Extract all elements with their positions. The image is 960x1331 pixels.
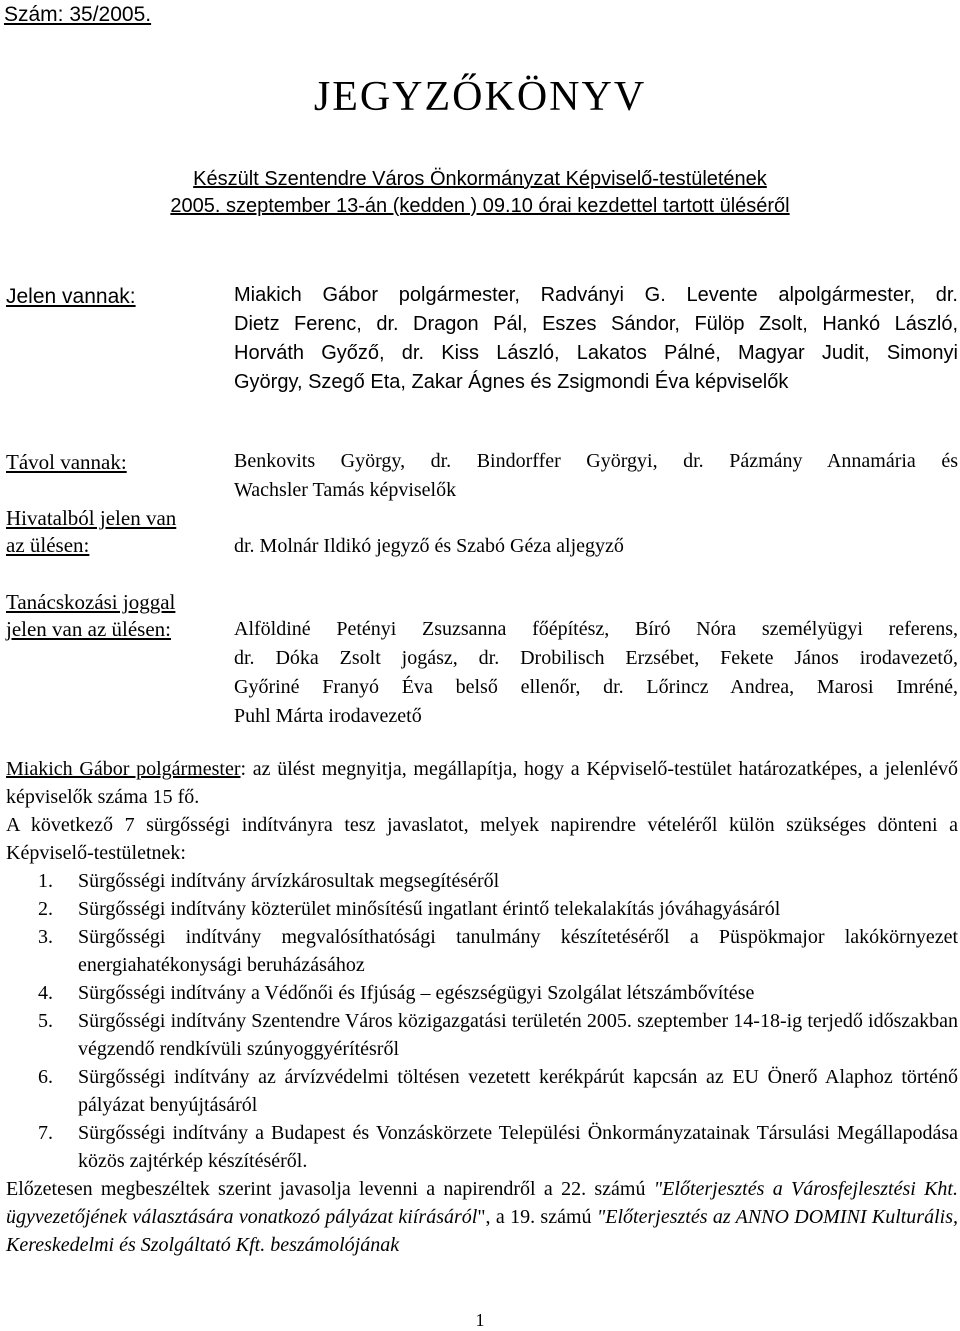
subtitle-line-2: 2005. szeptember 13-án (kedden ) 09.10 órai kezdettel tartott üléséről [170, 195, 790, 217]
speaker-colon: : [240, 758, 247, 780]
present-line: Horváth Győző, dr. Kiss László, Lakatos Pálné, Magyar Judit, Simonyi [234, 342, 958, 364]
present-line: Dietz Ferenc, dr. Dragon Pál, Eszes Sándor, Fülöp Zsolt, Hankó László, [234, 313, 958, 335]
official-label [6, 505, 231, 559]
advisory-label [6, 589, 231, 643]
opening-paragraph [6, 755, 958, 811]
list-item-number: 4. [38, 982, 53, 1004]
present-line: Miakich Gábor polgármester, Radványi G. Levente alpolgármester, dr. [234, 284, 958, 306]
closing-quote-2: "Előterjesztés az ANNO DOMINI Kulturális, Kereskedelmi és Szolgáltató Kft. beszámolójának [6, 1206, 958, 1256]
advisory-list [234, 615, 958, 731]
list-item [6, 867, 958, 895]
list-item-number: 1. [38, 870, 53, 892]
list-item [6, 979, 958, 1007]
list-item [6, 1063, 958, 1119]
list-item-text: Sürgősségi indítvány árvízkárosultak megsegítéséről [78, 870, 500, 892]
subtitle-line-1: Készült Szentendre Város Önkormányzat Képviselő-testületének [193, 168, 767, 190]
list-item-text: Sürgősségi indítvány a Budapest és Vonzáskörzete Települési Önkormányzatainak Társulási Megállapodása közös zajtérkép készítéséről. [78, 1122, 958, 1172]
official-line: dr. Molnár Ildikó jegyző és Szabó Géza aljegyző [234, 535, 624, 557]
list-item-text: Sürgősségi indítvány Szentendre Város közigazgatási területén 2005. szeptember 14-18-ig terjedő időszakban végzendő rendkívüli szúnyoggyérítésről [78, 1010, 958, 1060]
present-line: György, Szegő Eta, Zakar Ágnes és Zsigmondi Éva képviselők [234, 371, 789, 393]
advisory-line: Alföldiné Petényi Zsuzsanna főépítész, Bíró Nóra személyügyi referens, [234, 618, 958, 640]
page-number: 1 [475, 1310, 485, 1330]
closing-paragraph [6, 1175, 958, 1259]
list-item-text: Sürgősségi indítvány közterület minősítésű ingatlant érintő telekalakítás jóváhagyásáról [78, 898, 781, 920]
document-number: Szám: 35/2005. [4, 3, 152, 26]
closing-quote-1: "Előterjesztés a Városfejlesztési Kht. ügyvezetőjének választására vonatkozó pályázat kiírásáról [6, 1178, 958, 1228]
list-item [6, 895, 958, 923]
official-label-line: az ülésen: [6, 533, 90, 557]
speaker-name: Miakich Gábor polgármester [6, 758, 241, 780]
list-item-text: Sürgősségi indítvány a Védőnői és Ifjúság – egészségügyi Szolgálat létszámbővítése [78, 982, 755, 1004]
advisory-label-line: Tanácskozási joggal [6, 590, 176, 614]
list-item-number: 5. [38, 1010, 53, 1032]
list-item [6, 1007, 958, 1063]
advisory-line: Puhl Márta irodavezető [234, 705, 422, 727]
advisory-line: Győriné Franyó Éva belső ellenőr, dr. Lőrincz Andrea, Marosi Imréné, [234, 676, 958, 698]
official-label-line: Hivatalból jelen van [6, 506, 177, 530]
document-title: JEGYZŐKÖNYV [313, 74, 647, 120]
list-item-number: 7. [38, 1122, 53, 1144]
list-item-number: 6. [38, 1066, 53, 1088]
list-item [6, 923, 958, 979]
list-item [6, 1119, 958, 1175]
urgent-motions-list [6, 867, 958, 1175]
closing-text-2: ", a 19. számú [477, 1206, 597, 1228]
closing-text: Előzetesen megbeszéltek szerint javasolja levenni a napirendről a 22. számú [6, 1178, 654, 1200]
list-item-text: Sürgősségi indítvány megvalósíthatósági tanulmány készítetéséről a Püspökmajor lakókörnyezet energiahatékonysági beruházásához [78, 926, 958, 976]
list-item-number: 2. [38, 898, 53, 920]
proposal-paragraph: A következő 7 sürgősségi indítványra tesz javaslatot, melyek napirendre vételéről külön szükséges dönteni a Képviselő-testületnek: [6, 814, 958, 864]
present-label: Jelen vannak: [6, 285, 136, 308]
list-item-number: 3. [38, 926, 53, 948]
absent-line: Benkovits György, dr. Bindorffer Györgyi, dr. Pázmány Annamária és [234, 450, 958, 472]
absent-line: Wachsler Tamás képviselők [234, 479, 457, 501]
opening-text: az ülést megnyitja, megállapítja, hogy a Képviselő-testület határozatképes, a jelenlévő képviselők száma 15 fő. [6, 758, 958, 808]
present-list [234, 281, 958, 397]
minutes-body [6, 755, 958, 1259]
advisory-label-line: jelen van az ülésen: [6, 617, 172, 641]
list-item-text: Sürgősségi indítvány az árvízvédelmi töltésen vezetett kerékpárút kapcsán az EU Önerő Alaphoz történő pályázat benyújtásáról [78, 1066, 958, 1116]
absent-label: Távol vannak: [6, 450, 127, 474]
advisory-line: dr. Dóka Zsolt jogász, dr. Drobilisch Erzsébet, Fekete János irodavezető, [234, 647, 958, 669]
official-text [234, 532, 958, 561]
absent-list [234, 447, 958, 505]
